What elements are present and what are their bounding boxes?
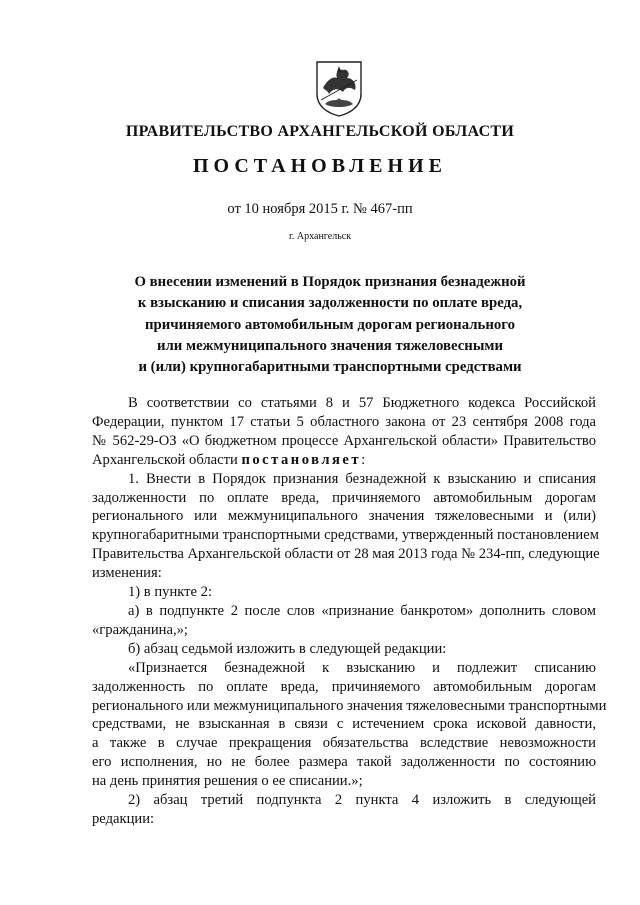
body-line: Правительства Архангельской области от 28 мая 2013 года № 234-пп, следующие — [92, 546, 600, 563]
body-line: регионального или межмуниципального значения тяжеловесными и (или) — [92, 508, 596, 525]
coat-of-arms-icon — [313, 58, 365, 118]
body-line: регионального или межмуниципального значения тяжеловесными транспортными — [92, 697, 607, 714]
document-city: г. Архангельск — [288, 231, 352, 242]
body-line: средствами, не взысканная в связи с истечением срока исковой давности, — [92, 716, 596, 733]
body-line: 2) абзац третий подпункта 2 пункта 4 изложить в следующей — [128, 792, 596, 809]
subject-line: или межмуниципального значения тяжеловесными — [156, 337, 503, 354]
body-line-decree — [92, 451, 596, 470]
document-subject — [110, 272, 550, 378]
subject-line: причиняемого автомобильным дорогам регионального — [144, 316, 516, 333]
body-line: 1) в пункте 2: — [128, 584, 213, 601]
body-line: а) в подпункте 2 после слов «признание банкротом» дополнить словом — [128, 602, 596, 619]
body-line: а также в случае прекращения обязательства вследствие невозможности — [92, 735, 596, 752]
document-body — [92, 394, 607, 829]
body-line: изменения: — [92, 565, 162, 582]
body-line: : — [361, 451, 366, 468]
subject-line: к взысканию и списания задолженности по оплате вреда, — [137, 295, 523, 312]
organization-name: ПРАВИТЕЛЬСТВО АРХАНГЕЛЬСКОЙ ОБЛАСТИ — [125, 123, 515, 140]
document-date-number: от 10 ноября 2015 г. № 467-пп — [227, 201, 413, 217]
body-line: крупногабаритными транспортными средствами, утвержденный постановлением — [92, 527, 599, 544]
subject-line: О внесении изменений в Порядок признания безнадежной — [134, 274, 526, 290]
body-line: его исполнения, но не более размера такой задолженности по состоянию — [92, 754, 596, 771]
body-line: № 562-29-ОЗ «О бюджетном процессе Архангельской области» Правительство — [92, 432, 596, 449]
subject-line: и (или) крупногабаритными транспортными средствами — [138, 359, 522, 376]
body-line: «Признается безнадежной к взысканию и подлежит списанию — [128, 659, 596, 676]
body-line: «гражданина,»; — [92, 621, 188, 638]
body-line: задолженности по оплате вреда, причиняемого автомобильным дорогам — [92, 489, 596, 506]
body-line: редакции: — [92, 810, 155, 827]
document-type: ПОСТАНОВЛЕНИЕ — [193, 155, 447, 177]
body-line: задолженность по оплате вреда, причиняемого автомобильным дорогам — [92, 678, 596, 695]
body-line: 1. Внести в Порядок признания безнадежной к взысканию и списания — [128, 470, 596, 487]
body-line: В соответствии со статьями 8 и 57 Бюджетного кодекса Российской — [128, 395, 596, 411]
decree-word: постановляет — [241, 451, 362, 468]
body-line: б) абзац седьмой изложить в следующей редакции: — [128, 640, 447, 657]
body-line: Архангельской области — [92, 451, 238, 468]
body-line: на день принятия решения о ее списании.»; — [92, 773, 363, 790]
body-line: Федерации, пунктом 17 статьи 5 областного закона от 23 сентября 2008 года — [92, 413, 596, 430]
